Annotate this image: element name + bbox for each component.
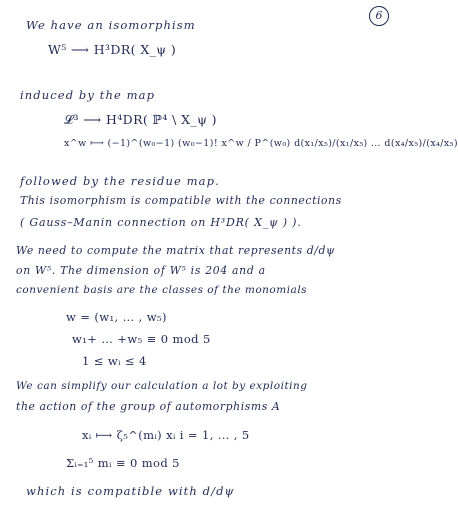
text-line-5: ( Gauss–Manin connection on H³DR( X_ψ ) ). <box>20 216 302 229</box>
text-line-7: on W⁵. The dimension of W⁵ is 204 and a <box>16 264 266 277</box>
formula-bounds: 1 ≤ wᵢ ≤ 4 <box>82 354 147 368</box>
formula-sum-condition: w₁+ … +w₅ ≡ 0 mod 5 <box>72 332 211 346</box>
text-line-11: which is compatible with d/dψ <box>26 484 235 498</box>
text-line-1: We have an isomorphism <box>26 18 196 32</box>
formula-w-vector: w = (w₁, … , w₅) <box>66 310 167 324</box>
notebook-page <box>6 4 458 510</box>
formula-isomorphism: W⁵ ⟶ H³DR( X_ψ ) <box>48 42 177 57</box>
text-line-3: followed by the residue map. <box>20 174 220 188</box>
text-line-4: This isomorphism is compatible with the connections <box>20 194 342 207</box>
text-line-10: the action of the group of automorphisms A <box>16 400 281 413</box>
page-number: 6 <box>369 6 389 26</box>
formula-map: 𝓛³ ⟶ H⁴DR( ℙ⁴ \ X_ψ ) <box>64 112 217 127</box>
text-line-9: We can simplify our calculation a lot by exploiting <box>16 380 308 392</box>
text-line-8: convenient basis are the classes of the monomials <box>16 284 308 296</box>
text-line-2: induced by the map <box>20 88 156 102</box>
formula-map-detail: x^w ⟼ (−1)^(w₀−1) (w₀−1)! x^w / P^(w₀) d(x₁/x₅)/(x₁/x₅) … d(x₄/x₅)/(x₄/x₅) <box>64 138 458 149</box>
formula-m-sum: Σᵢ₌₁⁵ mᵢ ≡ 0 mod 5 <box>66 456 180 470</box>
text-line-6: We need to compute the matrix that represents d/dψ <box>16 244 336 257</box>
formula-automorphism: xᵢ ⟼ ζ₅^(mᵢ) xᵢ i = 1, … , 5 <box>82 428 250 442</box>
